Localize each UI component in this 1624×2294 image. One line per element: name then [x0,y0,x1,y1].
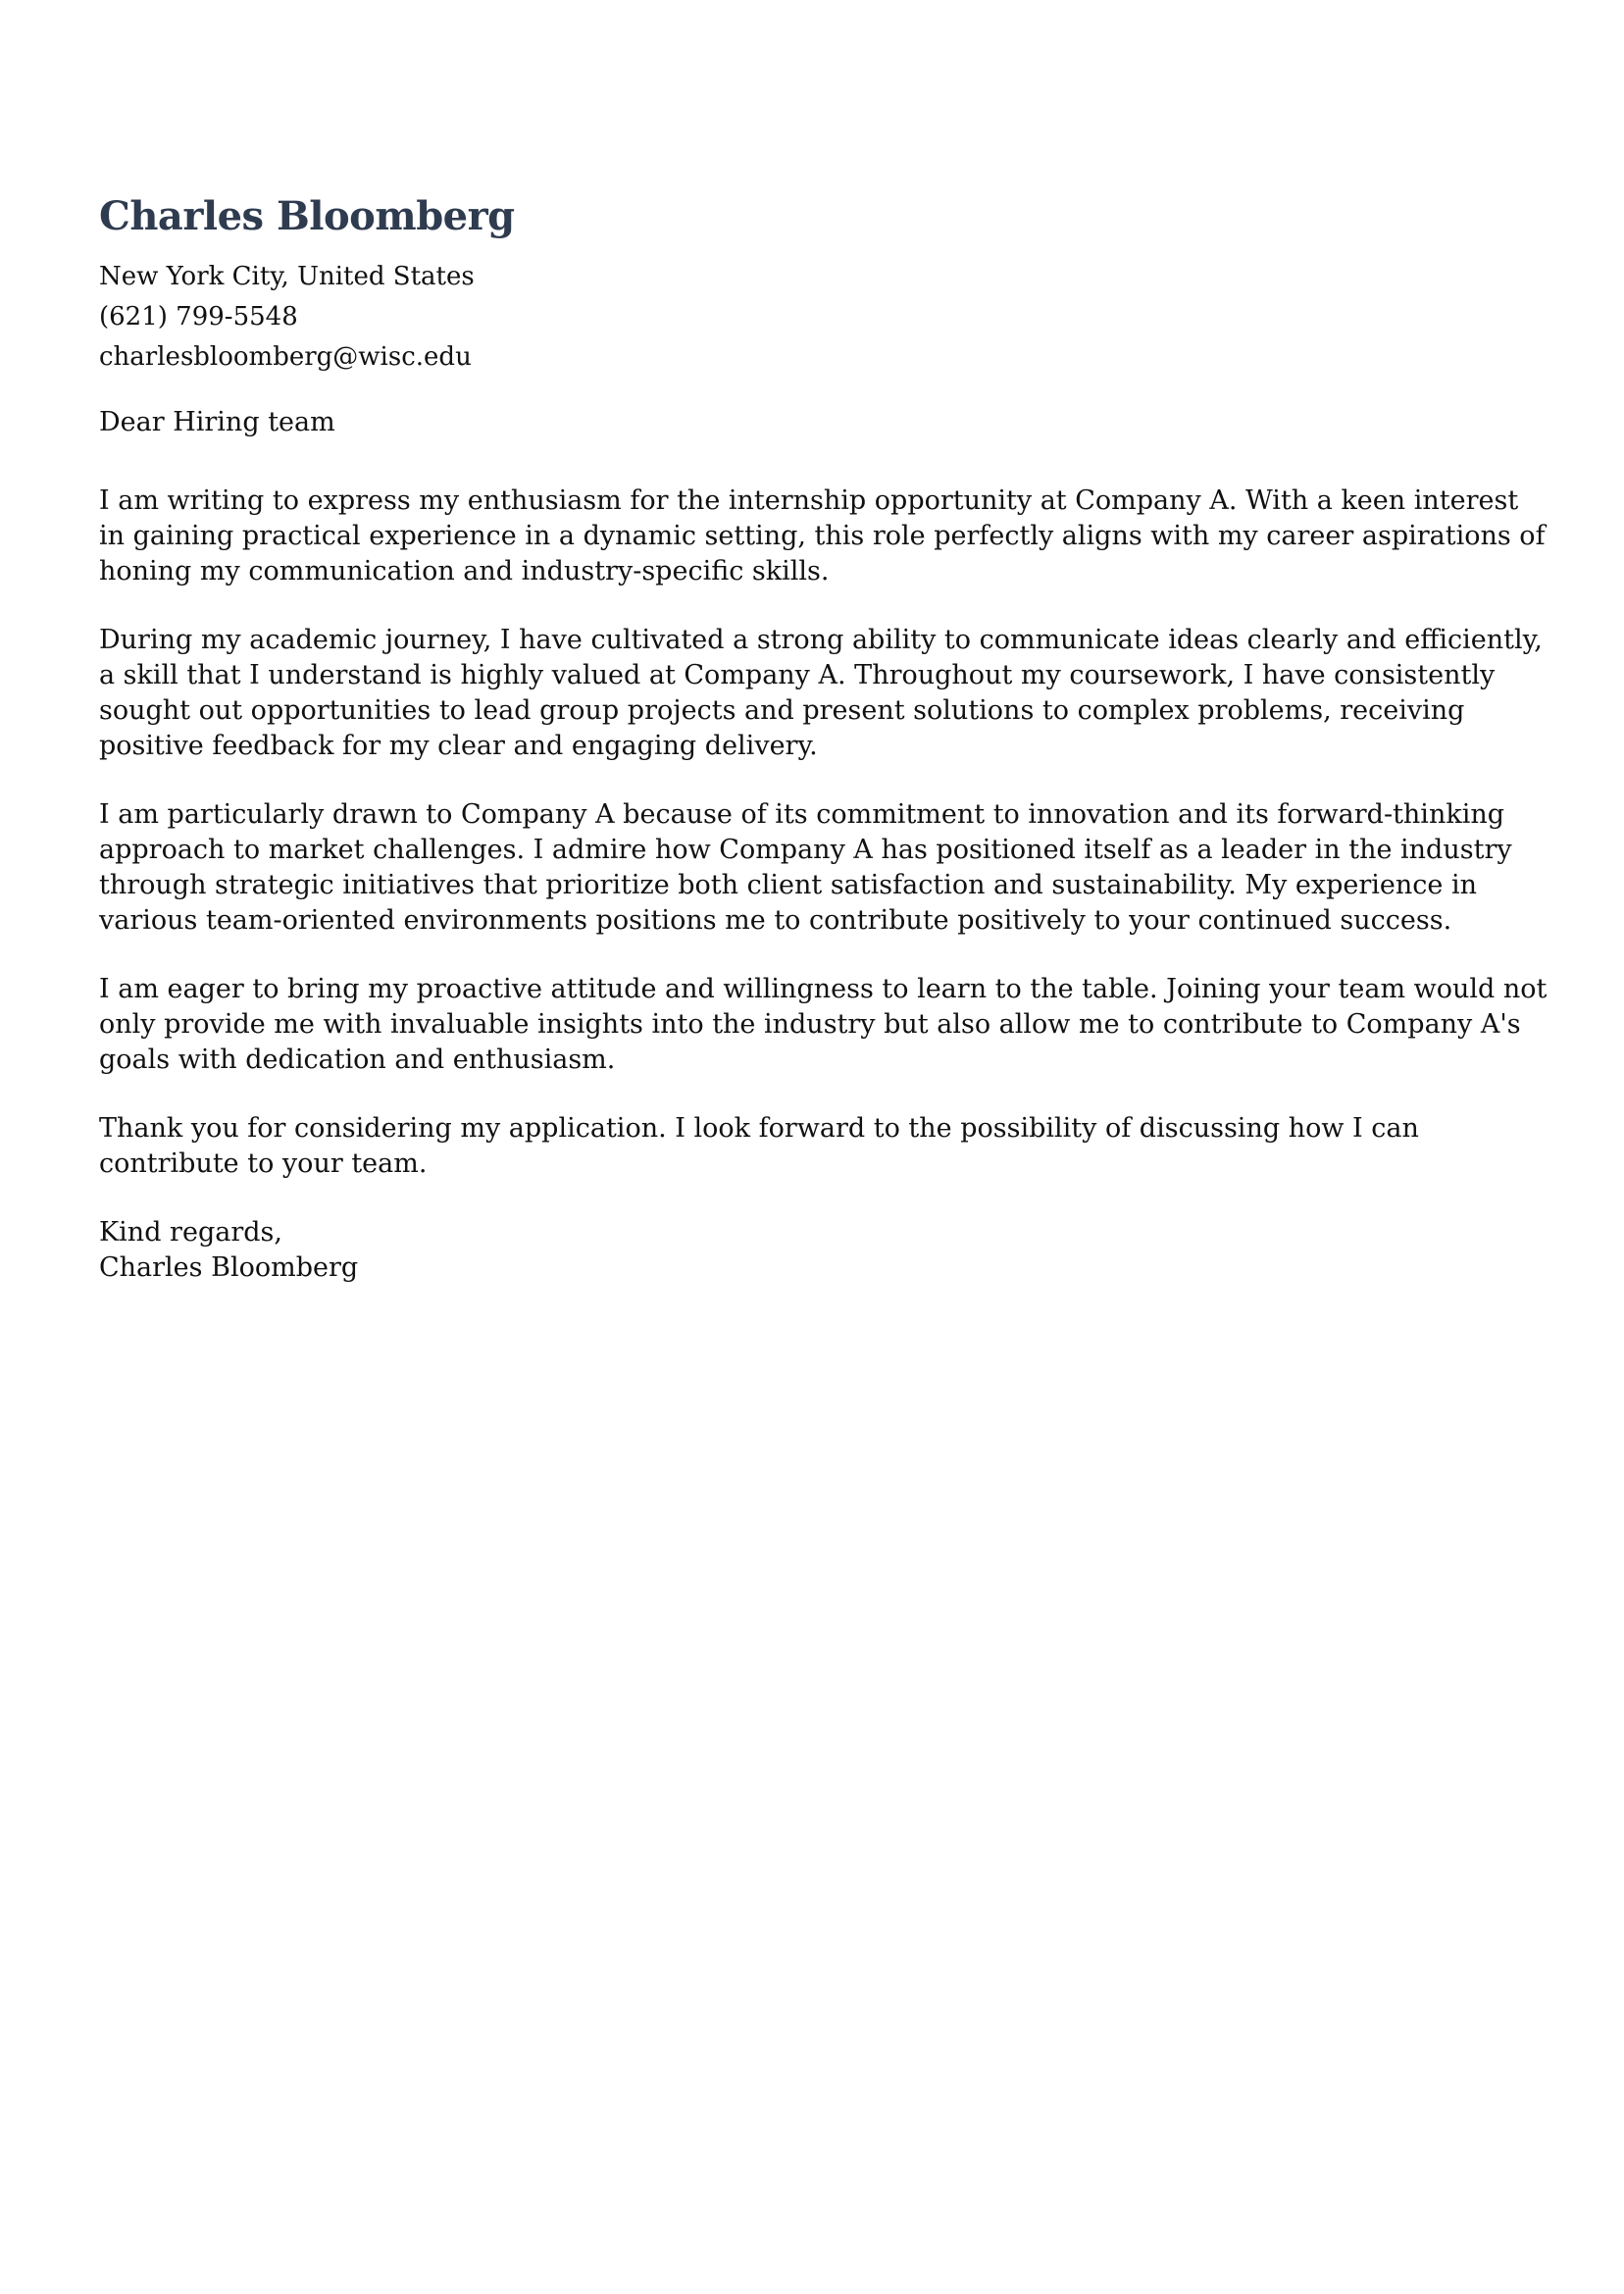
sender-email: charlesbloomberg@wisc.edu [99,342,472,372]
sender-phone: (621) 799-5548 [99,302,298,331]
closing-block [99,1215,1550,1286]
body-paragraph: During my academic journey, I have cultivated a strong ability to communicate ideas clearly and efficiently, a skill that I understand is highly valued at Company A. Throughout my coursework, I have consistently sought out opportunities to lead group projects and present solutions to complex problems, receiving positive feedback for my clear and engaging delivery. [99,625,1543,761]
sender-location: New York City, United States [99,262,475,291]
closing-phrase: Kind regards, [99,1217,282,1248]
letter-body [99,484,1550,1182]
letter-content [99,192,1550,1286]
body-paragraph: I am writing to express my enthusiasm for the internship opportunity at Company A. With a keen interest in gaining practical experience in a dynamic setting, this role perfectly aligns with my career aspirations of honing my communication and industry-specific skills. [99,485,1546,586]
contact-block [99,257,1550,378]
greeting: Dear Hiring team [99,407,335,437]
signature-name: Charles Bloomberg [99,1252,359,1283]
body-paragraph: Thank you for considering my application. I look forward to the possibility of discussing how I can contribute to your team. [99,1113,1419,1179]
sender-name: Charles Bloomberg [99,193,515,239]
body-paragraph: I am eager to bring my proactive attitude and willingness to learn to the table. Joining your team would not only provide me with invaluable insights into the industry but also allow me to contribute to Company A's goals with dedication and enthusiasm. [99,974,1548,1075]
body-paragraph: I am particularly drawn to Company A because of its commitment to innovation and its forward-thinking approach to market challenges. I admire how Company A has positioned itself as a leader in the industry through strategic initiatives that prioritize both client satisfaction and sustainability. My experience in various team-oriented environments positions me to contribute positively to your continued success. [99,799,1512,936]
